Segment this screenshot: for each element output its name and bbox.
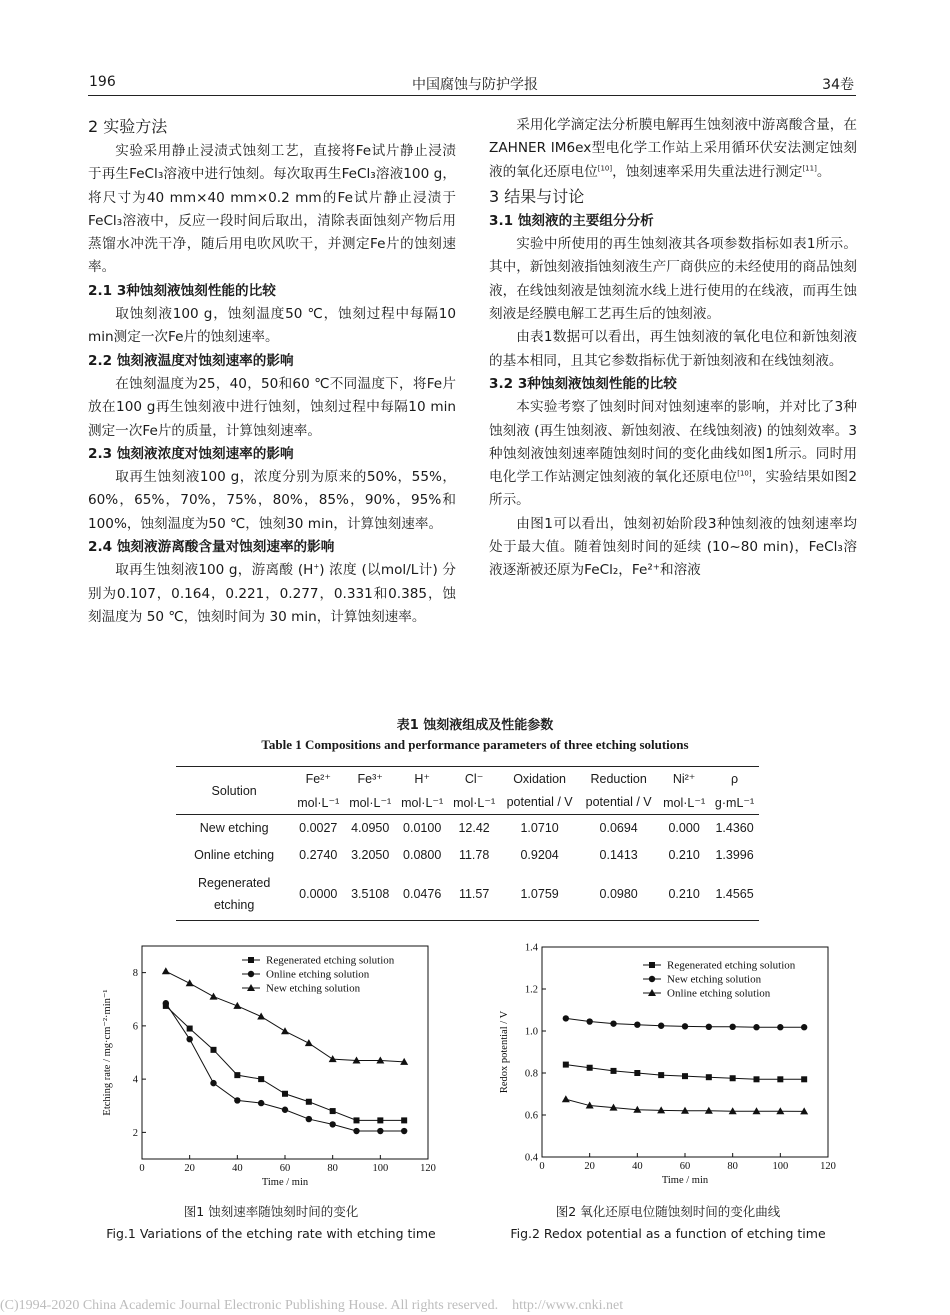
data-point (706, 1024, 712, 1030)
x-tick-label: 20 (584, 1161, 595, 1172)
y-axis-label: Redox potential / V (499, 1010, 510, 1094)
section-3-2-heading: 3.2 3种蚀刻液蚀刻性能的比较 (489, 375, 677, 392)
section-3-2-paragraph-1: 本实验考察了蚀刻时间对蚀刻速率的影响，并对比了3种蚀刻液 (再生蚀刻液、新蚀刻液、在线蚀刻液) 的蚀刻效率。3种蚀刻液蚀刻速率随蚀刻时间的变化曲线如图1所示。同时用电化学工作站测定蚀刻液的氧化还原电位[10]，实验结果如图2所示。 (489, 399, 857, 509)
section-3-2-paragraph-2: 由图1可以看出，蚀刻初始阶段3种蚀刻液的蚀刻速率均处于最大值。随着蚀刻时间的延续 (10~80 min)，FeCl₃溶液逐渐被还原为FeCl₂，Fe²⁺和溶液 (489, 515, 857, 579)
table-cell: 0.0694 (599, 821, 638, 836)
table-cell: Regenerated etching (198, 876, 271, 913)
table-unit-cell: mol·L⁻¹ (297, 795, 340, 810)
y-tick-label: 8 (132, 968, 138, 980)
section-2-paragraph: 实验采用静止浸渍式蚀刻工艺，直接将Fe试片静止浸渍于再生FeCl₃溶液中进行蚀刻。每次取再生FeCl₃溶液100 g，将尺寸为40 mm×40 mm×0.2 mm的Fe试片静止浸渍于FeCl₃溶液中，反应一段时间后取出，清除表面蚀刻产物后用蒸馏水冲洗干净，随后用电吹风吹干，并测定Fe片的蚀刻速率。 (88, 143, 456, 276)
table-cell: Online etching (194, 848, 275, 862)
table-unit-cell: potential / V (585, 795, 652, 810)
data-point (162, 967, 170, 974)
data-point (306, 1116, 312, 1122)
data-point (210, 1080, 216, 1086)
data-point (377, 1117, 383, 1123)
data-point (610, 1020, 616, 1026)
table-cell: 0.210 (668, 848, 700, 862)
data-point (282, 1091, 288, 1097)
x-tick-label: 40 (632, 1161, 643, 1172)
y-axis-label: Etching rate / mg·cm⁻²·min⁻¹ (102, 989, 113, 1116)
citation-11: [11] (802, 164, 817, 173)
legend-label: New etching solution (266, 982, 361, 995)
data-point (634, 1022, 640, 1028)
table-unit-cell: mol·L⁻¹ (453, 795, 496, 810)
data-point (306, 1099, 312, 1105)
y-tick-label: 6 (132, 1021, 138, 1033)
data-point (258, 1100, 264, 1106)
data-point (729, 1024, 735, 1030)
table-caption-cn: 表1 蚀刻液组成及性能参数 (396, 718, 554, 733)
header-rule (88, 95, 856, 96)
section-2-4-paragraph: 取再生蚀刻液100 g，游离酸 (H+) 浓度 (以mol/L计) 分别为0.107，0.164，0.221，0.277，0.331和0.385，蚀刻温度为 50 ℃，蚀刻时间为 30 min，计算蚀刻速率。 (88, 562, 456, 625)
table-cell: 11.57 (458, 887, 490, 902)
legend-label: Regenerated etching solution (266, 954, 395, 967)
y-tick-label: 4 (132, 1074, 138, 1086)
table-row (176, 869, 759, 921)
section-3-1-paragraph-1: 实验中所使用的再生蚀刻液其各项参数指标如表1所示。其中，新蚀刻液指蚀刻液生产厂商供应的未经使用的商品蚀刻液，在线蚀刻液是蚀刻流水线上进行使用的在线液，而再生蚀刻液是经膜电解工艺再生后的蚀刻液。 (489, 236, 857, 323)
table-header-cell: ρ (730, 771, 739, 786)
data-point (258, 1076, 264, 1082)
data-point (211, 1047, 217, 1053)
y-tick-label: 0.4 (524, 1152, 538, 1164)
page-number: 196 (89, 74, 116, 90)
data-point (754, 1076, 760, 1082)
legend-marker (649, 962, 655, 968)
data-point (281, 1027, 289, 1034)
citation-10: [10] (597, 164, 613, 173)
copyright-footer: (C)1994-2020 China Academic Journal Electronic Publishing House. All rights reserved. http://www.cnki.net (0, 1298, 624, 1313)
section-2-3-heading: 2.3 蚀刻液浓度对蚀刻速率的影响 (88, 445, 294, 462)
data-point (257, 1013, 265, 1020)
table-cell: 0.210 (668, 887, 700, 902)
legend-label: Online etching solution (266, 968, 370, 981)
x-tick-label: 60 (679, 1161, 691, 1172)
data-point (753, 1024, 759, 1030)
data-point (658, 1072, 664, 1078)
table-header-cell: Fe³⁺ (357, 772, 383, 787)
table-unit-cell: potential / V (506, 795, 573, 810)
x-tick-label: 0 (139, 1163, 145, 1174)
table-row (176, 815, 759, 842)
table-cell: 1.3996 (715, 848, 754, 862)
legend-marker (649, 976, 655, 982)
data-point (587, 1065, 593, 1071)
data-point (329, 1055, 337, 1062)
table-header-cell: Solution (211, 783, 257, 798)
x-tick-label: 40 (232, 1163, 243, 1174)
data-point (163, 1000, 169, 1006)
data-point (186, 1036, 192, 1042)
figure-2-caption-cn: 图2 氧化还原电位随蚀刻时间的变化曲线 (555, 1204, 781, 1219)
x-tick-label: 80 (727, 1161, 738, 1172)
table-cell: 0.000 (668, 821, 700, 836)
table-cell: 3.5108 (351, 887, 390, 902)
data-point (682, 1073, 688, 1079)
data-point (682, 1023, 688, 1029)
section-2-2-heading: 2.2 蚀刻液温度对蚀刻速率的影响 (88, 352, 294, 369)
y-tick-label: 1.2 (524, 984, 538, 996)
table-cell: 0.0000 (299, 887, 338, 902)
data-point (730, 1075, 736, 1081)
methods-paragraph: 采用化学滴定法分析膜电解再生蚀刻液中游离酸含量，在ZAHNER IM6ex型电化学工作站上采用循环伏安法测定蚀刻液的氧化还原电位[10]，蚀刻速率采用失重法进行测定[11]。 (489, 117, 857, 180)
y-tick-label: 2 (132, 1127, 138, 1139)
table-unit-cell: g·mL⁻¹ (714, 795, 755, 810)
table-cell: 4.0950 (351, 821, 390, 836)
data-point (186, 979, 194, 986)
x-axis-label: Time / min (261, 1177, 309, 1188)
data-point (586, 1018, 592, 1024)
table-header-cell: Oxidation (513, 771, 567, 786)
x-tick-label: 20 (184, 1163, 195, 1174)
data-point (706, 1074, 712, 1080)
section-2-3-paragraph: 取再生蚀刻液100 g，浓度分别为原来的50%，55%，60%，65%，70%，75%，80%，85%，90%，95%和100%，蚀刻温度为50 ℃，蚀刻30 min，计算蚀刻速率。 (88, 469, 456, 532)
data-point (658, 1023, 664, 1029)
figure-1-caption-en: Fig.1 Variations of the etching rate with etching time (106, 1226, 436, 1241)
x-tick-label: 120 (420, 1163, 436, 1174)
table-cell: 1.0710 (520, 821, 559, 836)
series-line (166, 1006, 404, 1120)
data-point (401, 1117, 407, 1123)
figure-2 (493, 938, 843, 1196)
legend-marker (248, 971, 254, 977)
x-tick-label: 0 (539, 1161, 545, 1172)
section-3-1-heading: 3.1 蚀刻液的主要组分分析 (489, 212, 654, 229)
table-header-cell: Fe²⁺ (305, 772, 331, 787)
table-unit-cell: mol·L⁻¹ (401, 795, 444, 810)
table-cell: 0.1413 (599, 848, 638, 862)
citation-10b: [10] (737, 469, 752, 478)
table-cell: 12.42 (458, 821, 490, 836)
etching-rate-chart (96, 940, 446, 1192)
composition-table (176, 766, 759, 921)
data-point (330, 1108, 336, 1114)
legend-marker (248, 957, 254, 963)
data-point (234, 1097, 240, 1103)
section-2-heading: 2 实验方法 (88, 117, 168, 136)
data-point (801, 1076, 807, 1082)
section-2-1-paragraph: 取蚀刻液100 g，蚀刻温度50 ℃，蚀刻过程中每隔10 min测定一次Fe片的蚀刻速率。 (88, 306, 456, 346)
legend-label: New etching solution (667, 973, 762, 986)
table-cell: 11.78 (458, 848, 490, 862)
table-cell: 0.0100 (403, 821, 442, 836)
table-cell: 3.2050 (351, 848, 390, 862)
data-point (377, 1128, 383, 1134)
table-header-cell: Reduction (590, 771, 647, 786)
data-point (210, 993, 218, 1000)
data-point (562, 1095, 570, 1102)
x-tick-label: 80 (327, 1163, 338, 1174)
table-unit-cell: mol·L⁻¹ (663, 795, 706, 810)
data-point (282, 1107, 288, 1113)
legend-label: Regenerated etching solution (667, 959, 796, 972)
left-column (88, 114, 456, 629)
data-point (753, 1107, 761, 1114)
y-tick-label: 0.6 (524, 1110, 538, 1122)
figure-1-caption-cn: 图1 蚀刻速率随蚀刻时间的变化 (183, 1204, 359, 1219)
y-tick-label: 1.4 (524, 942, 538, 954)
redox-potential-chart (493, 938, 843, 1192)
table-cell: 0.0800 (403, 848, 442, 862)
table-cell: 0.0027 (299, 821, 338, 836)
table-row (176, 842, 759, 869)
data-point (234, 1072, 240, 1078)
table-cell: 0.2740 (299, 848, 338, 862)
x-tick-label: 60 (279, 1163, 291, 1174)
table-cell: 0.9204 (520, 848, 559, 862)
data-point (801, 1024, 807, 1030)
data-point (634, 1070, 640, 1076)
data-point (777, 1024, 783, 1030)
table-header-cell: Cl⁻ (464, 772, 484, 787)
table-cell: 0.0980 (599, 887, 638, 902)
data-point (776, 1107, 784, 1114)
table-cell: 1.4565 (715, 887, 754, 902)
data-point (611, 1068, 617, 1074)
data-point (401, 1128, 407, 1134)
y-tick-label: 0.8 (524, 1068, 538, 1080)
data-point (354, 1117, 360, 1123)
data-point (329, 1121, 335, 1127)
section-2-2-paragraph: 在蚀刻温度为25，40，50和60 ℃不同温度下，将Fe片放在100 g再生蚀刻液中进行蚀刻，蚀刻过程中每隔10 min测定一次Fe片的质量，计算蚀刻速率。 (88, 375, 456, 439)
table-header-cell: Ni²⁺ (672, 772, 696, 787)
table-caption-en: Table 1 Compositions and performance parameters of three etching solutions (261, 737, 689, 752)
x-axis-label: Time / min (661, 1175, 709, 1186)
section-2-4-heading: 2.4 蚀刻液游离酸含量对蚀刻速率的影响 (88, 539, 335, 556)
table-header-cell: H⁺ (414, 772, 430, 787)
table-cell: 0.0476 (403, 887, 442, 902)
data-point (563, 1062, 569, 1068)
data-point (777, 1076, 783, 1082)
section-2-1-heading: 2.1 3种蚀刻液蚀刻性能的比较 (88, 282, 276, 299)
data-point (353, 1128, 359, 1134)
right-column (489, 114, 857, 583)
journal-title: 中国腐蚀与防护学报 (412, 77, 538, 93)
section-3-heading: 3 结果与讨论 (489, 186, 585, 206)
x-tick-label: 120 (820, 1161, 836, 1172)
data-point (233, 1002, 241, 1009)
section-3-1-paragraph-2: 由表1数据可以看出，再生蚀刻液的氧化电位和新蚀刻液的基本相同，且其它参数指标优于新蚀刻液和在线蚀刻液。 (489, 329, 857, 369)
x-tick-label: 100 (372, 1163, 389, 1174)
table-unit-cell: mol·L⁻¹ (349, 795, 392, 810)
table-cell: 1.0759 (520, 887, 559, 902)
table-cell: New etching (199, 821, 269, 836)
volume-label: 34卷 (822, 77, 854, 93)
legend-label: Online etching solution (667, 987, 771, 1000)
x-tick-label: 100 (772, 1161, 789, 1172)
y-tick-label: 1.0 (524, 1026, 538, 1038)
figure-2-caption-en: Fig.2 Redox potential as a function of etching time (510, 1226, 826, 1241)
data-point (305, 1039, 313, 1046)
data-point (563, 1015, 569, 1021)
figure-1 (96, 940, 446, 1196)
table-cell: 1.4360 (715, 821, 754, 836)
data-point (187, 1026, 193, 1032)
